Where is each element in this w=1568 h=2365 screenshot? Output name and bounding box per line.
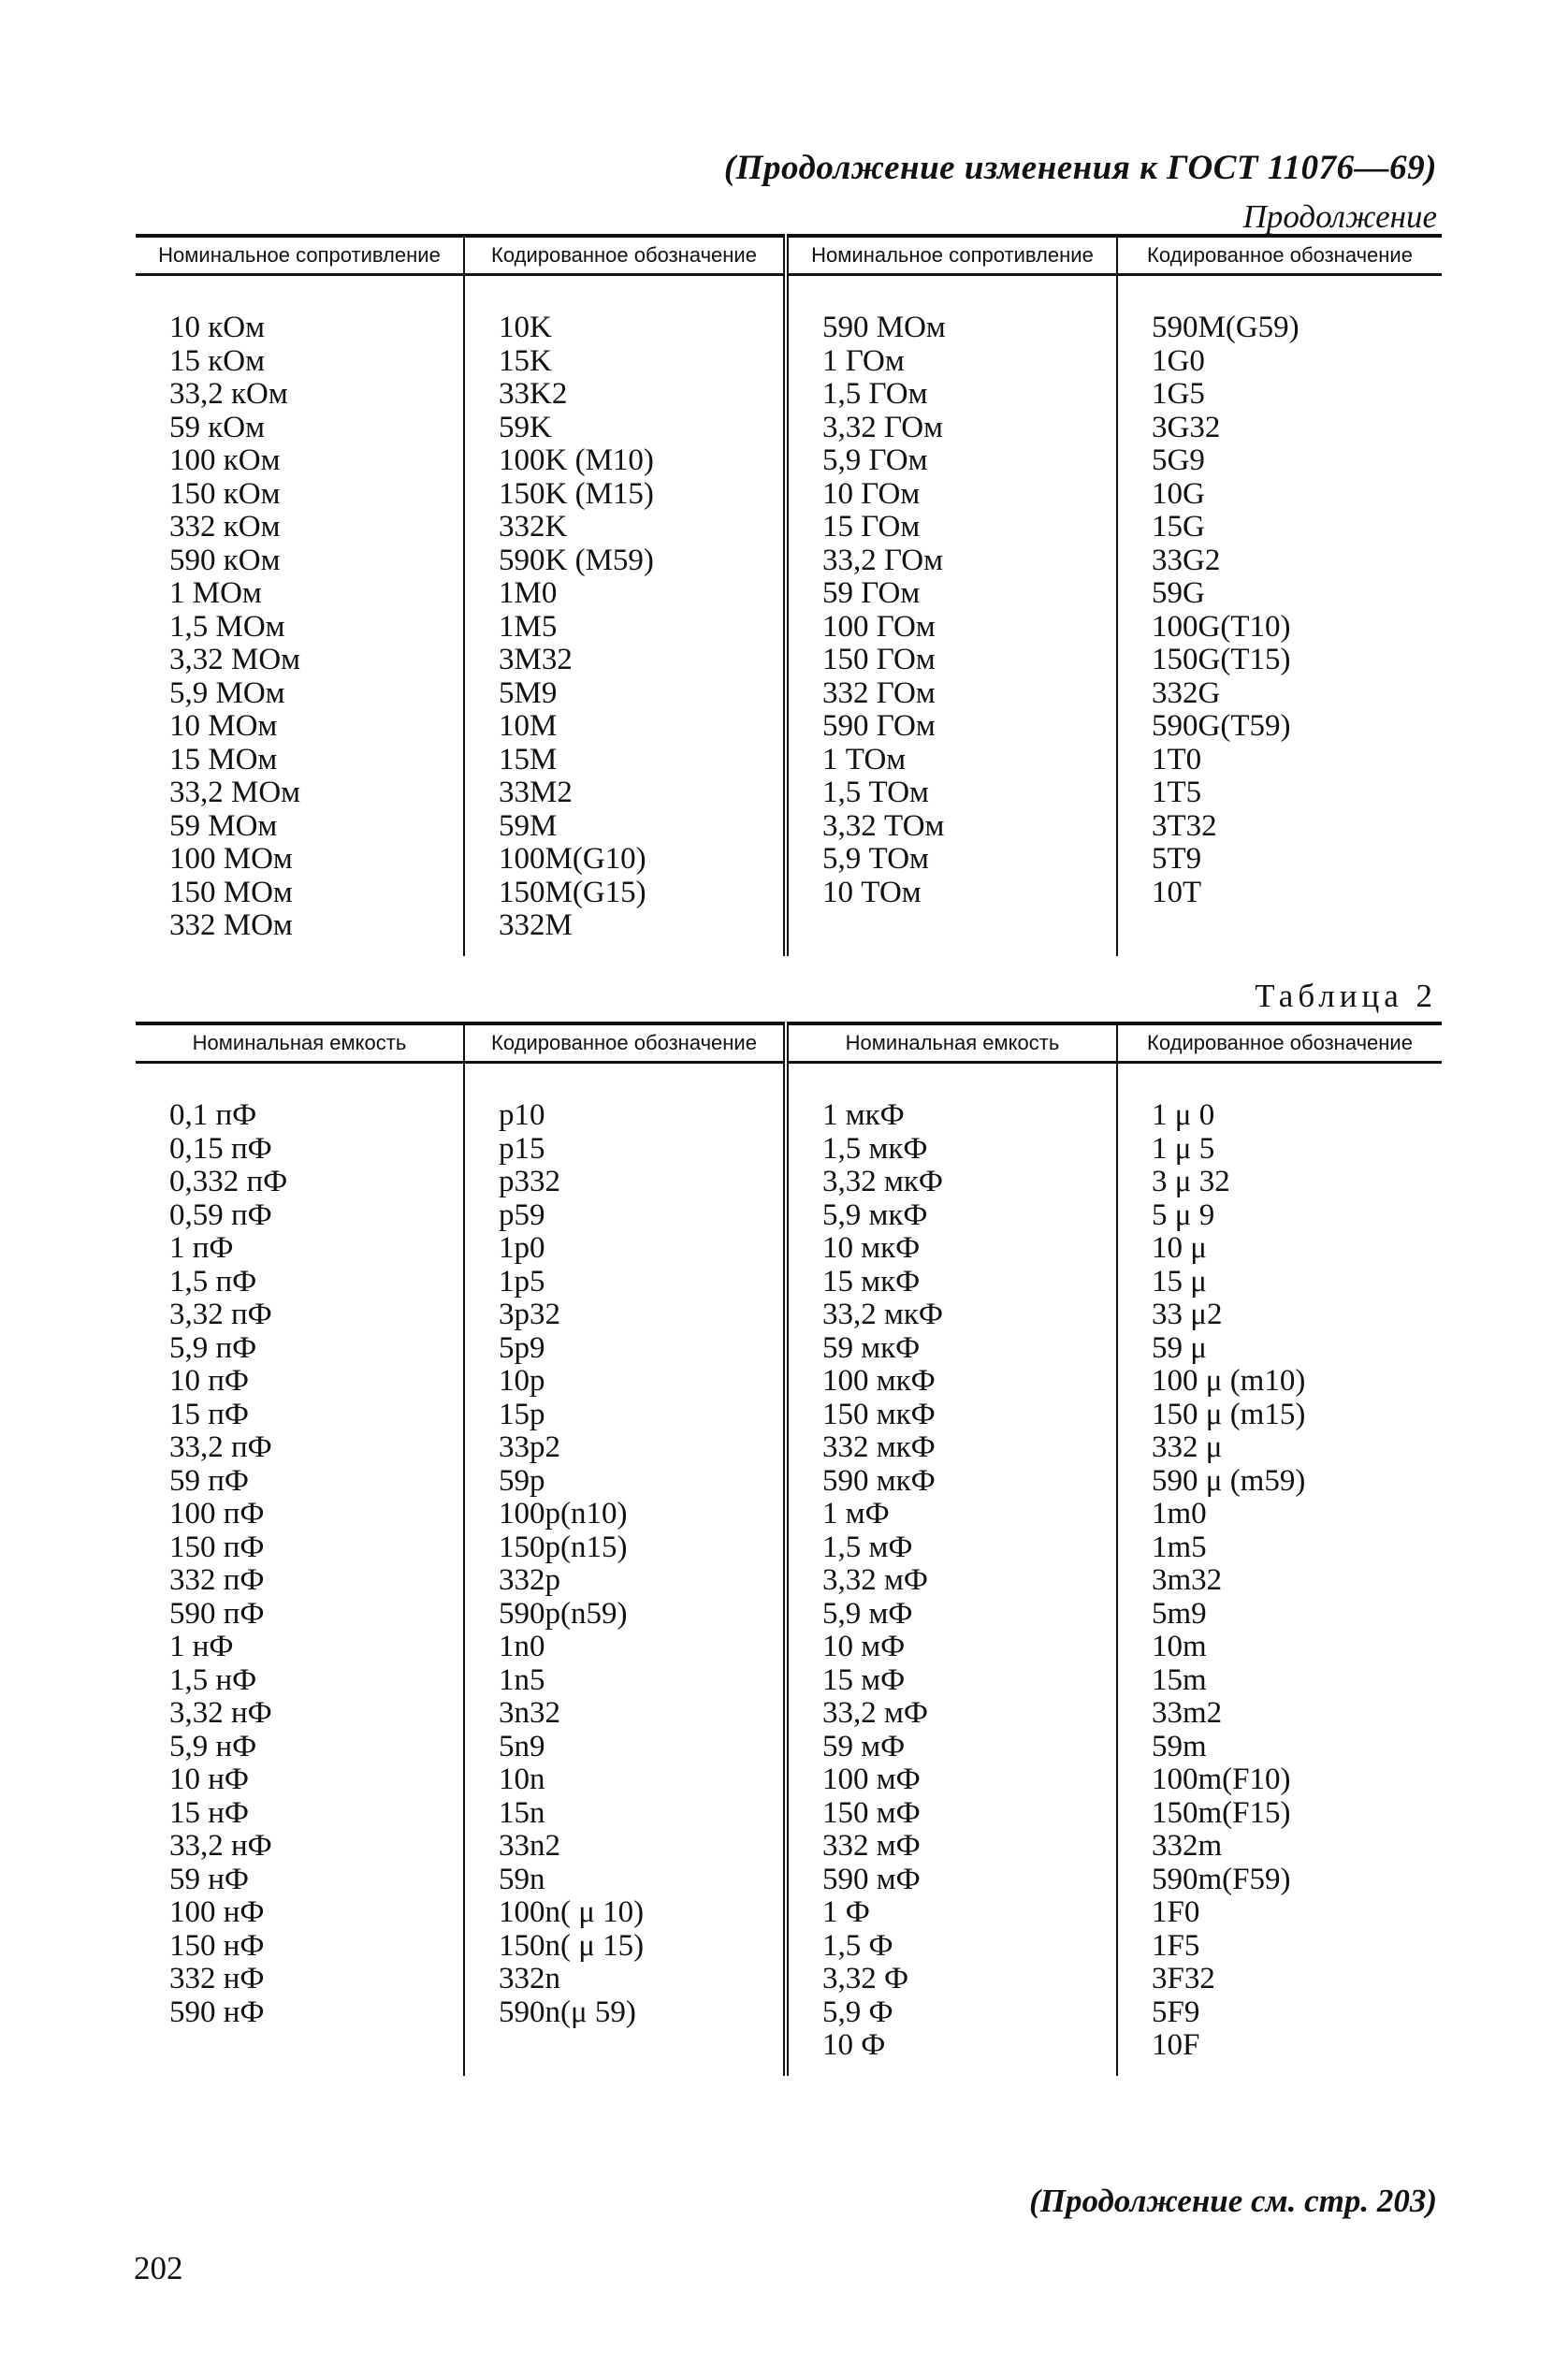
table-cell: 150 μ (m15) (1152, 1397, 1306, 1431)
table-cell: 100 μ (m10) (1152, 1364, 1306, 1398)
table-header-row (136, 236, 1442, 275)
table-cell: 15M (464, 744, 786, 777)
table-cell: 1 Ф (786, 1896, 1117, 1930)
table-cell: 15G (1152, 510, 1205, 544)
table-cell (136, 2029, 464, 2063)
table-row (136, 577, 1442, 611)
table-cell: 10 μ (1152, 1231, 1207, 1265)
table-cell: 59 мкФ (786, 1332, 1117, 1366)
table-row (136, 744, 1442, 777)
spacer-cell (786, 275, 1117, 312)
table-cell: 3,32 Ф (786, 1963, 1117, 1996)
table-cell: 33p2 (464, 1431, 786, 1465)
table-row (136, 1930, 1442, 1964)
table-cell: 5,9 пФ (136, 1332, 464, 1366)
table-cell: 33,2 пФ (136, 1431, 464, 1465)
spacer-cell (464, 2063, 786, 2076)
table-cell: 590m(F59) (1152, 1862, 1291, 1896)
table-cell: 332 кОм (136, 511, 464, 544)
spacer-cell (1117, 943, 1442, 956)
table-cell: 590 нФ (136, 1996, 464, 2030)
table-cell: 3F32 (1152, 1962, 1215, 1995)
table-cell: 332p (464, 1564, 786, 1598)
table-row (136, 1731, 1442, 1764)
table-cell: 150 ГОм (786, 644, 1117, 677)
table-cell: 150 МОм (136, 877, 464, 910)
table-cell: 3,32 мФ (786, 1564, 1117, 1598)
column-header: Номинальное сопротивление (786, 236, 1117, 275)
table-row (136, 1332, 1442, 1366)
capacitance-table (136, 1022, 1432, 2076)
table-row (136, 1399, 1442, 1432)
table-cell: 100 нФ (136, 1896, 464, 1930)
table-cell: 150p(n15) (464, 1531, 786, 1565)
table-cell: 150 мФ (786, 1797, 1117, 1831)
table-cell: 33,2 кОм (136, 378, 464, 412)
table-cell (786, 909, 1117, 943)
table-cell: 5n9 (464, 1731, 786, 1764)
table-row (136, 1996, 1442, 2030)
table-cell: 10p (464, 1365, 786, 1399)
table-cell: 10 мФ (786, 1631, 1117, 1664)
spacer-row (136, 2063, 1442, 2076)
table-cell: 0,15 пФ (136, 1133, 464, 1167)
table-row (136, 1232, 1442, 1266)
spacer-cell (464, 943, 786, 956)
spacer-row (136, 943, 1442, 956)
table-cell: 3G32 (1152, 410, 1221, 444)
spacer-cell (136, 943, 464, 956)
table-cell: 59 пФ (136, 1465, 464, 1499)
table-row (136, 1598, 1442, 1632)
table-row (136, 312, 1442, 345)
spacer-cell (1117, 2063, 1442, 2076)
spacer-cell (786, 2063, 1117, 2076)
spacer-cell (1117, 1063, 1442, 1100)
table-row (136, 1166, 1442, 1199)
table-cell: 590 мФ (786, 1864, 1117, 1897)
table-cell: 5m9 (1152, 1596, 1207, 1631)
table-row (136, 1864, 1442, 1897)
table-cell: 1G0 (1152, 343, 1205, 378)
table-cell: 1p5 (464, 1266, 786, 1299)
table-row (136, 776, 1442, 810)
table-cell: 15 мкФ (786, 1266, 1117, 1299)
table-header-row (136, 1023, 1442, 1063)
table-cell: 1T5 (1152, 776, 1202, 809)
table-cell: 10K (464, 312, 786, 345)
table-row (136, 611, 1442, 645)
table-row (136, 677, 1442, 711)
table-cell: 1 ТОм (786, 744, 1117, 777)
table-cell: 5,9 Ф (786, 1996, 1117, 2030)
table-cell: 1,5 ГОм (786, 378, 1117, 412)
table-row (136, 1498, 1442, 1531)
table-cell: 1n0 (464, 1631, 786, 1664)
table-cell: 150G(T15) (1152, 643, 1291, 676)
spacer-cell (136, 1063, 464, 1100)
table-row (136, 2029, 1442, 2063)
table-cell: 332 мФ (786, 1830, 1117, 1864)
table-cell: 332 пФ (136, 1564, 464, 1598)
table-cell: 10 ГОм (786, 478, 1117, 512)
table-cell: 33K2 (464, 378, 786, 412)
table-cell: 15 μ (1152, 1264, 1207, 1299)
continuation-label: Продолжение (1242, 198, 1437, 235)
table-cell: p15 (464, 1133, 786, 1167)
table-cell: 3n32 (464, 1697, 786, 1731)
table-cell: 1,5 мФ (786, 1531, 1117, 1565)
table-cell: 10m (1152, 1630, 1207, 1663)
table-cell: 1,5 пФ (136, 1266, 464, 1299)
table-cell: 15 нФ (136, 1797, 464, 1831)
table-cell: 590n(μ 59) (464, 1996, 786, 2030)
table-cell: 150K (M15) (464, 478, 786, 512)
table-cell (1117, 909, 1442, 943)
table-cell: 33,2 мкФ (786, 1299, 1117, 1332)
table-cell: 1m0 (1152, 1497, 1207, 1531)
table-cell: 10 ТОм (786, 877, 1117, 910)
table-cell: 3T32 (1152, 808, 1217, 843)
table-body (136, 1063, 1442, 2076)
table-cell: 332m (1152, 1829, 1223, 1863)
table-cell: 1m5 (1152, 1530, 1207, 1564)
table-cell: 33M2 (464, 776, 786, 810)
table-cell: 590K (M59) (464, 544, 786, 578)
table-row (136, 1763, 1442, 1797)
table-cell: 59m (1152, 1729, 1207, 1763)
table-cell: 100G(T10) (1152, 609, 1291, 644)
table-cell: 332 μ (1152, 1430, 1223, 1464)
table-row (136, 644, 1442, 677)
table-cell: 33,2 МОм (136, 776, 464, 810)
table-cell: 59K (464, 412, 786, 445)
table-cell: 100 мФ (786, 1763, 1117, 1797)
table-row (136, 1133, 1442, 1167)
column-header: Номинальная емкость (786, 1023, 1117, 1063)
table-cell: p332 (464, 1166, 786, 1199)
table-cell: 3,32 ГОм (786, 412, 1117, 445)
table-row (136, 710, 1442, 744)
table-cell (464, 2029, 786, 2063)
table-cell: 590 кОм (136, 544, 464, 578)
table-cell: 150m(F15) (1152, 1795, 1291, 1830)
table-cell: 15K (464, 345, 786, 379)
table-cell: 5,9 нФ (136, 1731, 464, 1764)
table-cell: 150 нФ (136, 1930, 464, 1964)
table-cell: 332M (464, 909, 786, 943)
table-cell: 100 пФ (136, 1498, 464, 1531)
table-cell: 150n( μ 15) (464, 1930, 786, 1964)
table-cell: 150M(G15) (464, 877, 786, 910)
table-cell: 1 ГОм (786, 345, 1117, 379)
column-header: Кодированное обозначение (464, 1023, 786, 1063)
table-cell: 590p(n59) (464, 1598, 786, 1632)
table-cell: 1,5 МОм (136, 611, 464, 645)
table-cell: 33,2 мФ (786, 1697, 1117, 1731)
table-cell: 10 кОм (136, 312, 464, 345)
table-row (136, 345, 1442, 379)
table-cell: 3p32 (464, 1299, 786, 1332)
table-cell: 10T (1152, 875, 1202, 909)
table-row (136, 1299, 1442, 1332)
table-row (136, 1365, 1442, 1399)
table-cell: 59n (464, 1864, 786, 1897)
table-cell: 1M0 (464, 577, 786, 611)
table-cell: 100n( μ 10) (464, 1896, 786, 1930)
table-cell: 1 пФ (136, 1232, 464, 1266)
table-cell: 59 нФ (136, 1864, 464, 1897)
table-cell: 332n (464, 1963, 786, 1996)
table-cell: 15m (1152, 1662, 1207, 1697)
table-cell: 100 мкФ (786, 1365, 1117, 1399)
table-row (136, 1564, 1442, 1598)
table-cell: 100K (M10) (464, 444, 786, 478)
table-cell: p59 (464, 1199, 786, 1233)
table-cell: 1p0 (464, 1232, 786, 1266)
table-cell: 3m32 (1152, 1563, 1223, 1597)
table-cell: 3,32 МОм (136, 644, 464, 677)
table-cell: 0,1 пФ (136, 1099, 464, 1133)
table-cell: 332 нФ (136, 1963, 464, 1996)
table-cell: 100M(G10) (464, 843, 786, 877)
table-cell: 5 μ 9 (1152, 1197, 1215, 1232)
page-header: (Продолжение изменения к ГОСТ 11076—69) (723, 149, 1437, 187)
table-row (136, 1797, 1442, 1831)
table-row (136, 810, 1442, 844)
table-cell: 1 μ 0 (1152, 1098, 1215, 1132)
table-cell: 1,5 мкФ (786, 1133, 1117, 1167)
table-cell: 15 мФ (786, 1664, 1117, 1698)
table-cell: 5G9 (1152, 443, 1205, 477)
table-cell: 5,9 мФ (786, 1598, 1117, 1632)
table-cell: 590 пФ (136, 1598, 464, 1632)
table-row (136, 378, 1442, 412)
table-row (136, 1531, 1442, 1565)
page-number: 202 (134, 2250, 183, 2286)
table-cell: 59M (464, 810, 786, 844)
table-body (136, 275, 1442, 956)
table-cell: p10 (464, 1099, 786, 1133)
table-cell: 10 мкФ (786, 1232, 1117, 1266)
table-cell: 5,9 мкФ (786, 1199, 1117, 1233)
table-cell: 15 пФ (136, 1399, 464, 1432)
table-row (136, 1266, 1442, 1299)
table-cell: 100 ГОм (786, 611, 1117, 645)
table-cell: 5T9 (1152, 842, 1202, 876)
table-cell: 332K (464, 511, 786, 544)
table-cell: 150 пФ (136, 1531, 464, 1565)
table-row (136, 1697, 1442, 1731)
table-cell: 5,9 МОм (136, 677, 464, 711)
table-cell: 1F0 (1152, 1895, 1200, 1929)
table-cell: 1,5 Ф (786, 1930, 1117, 1964)
table-row (136, 1963, 1442, 1996)
table-row (136, 1830, 1442, 1864)
table-cell: 332 ГОм (786, 677, 1117, 711)
table-cell: 33 μ2 (1152, 1298, 1223, 1331)
table-cell: 3,32 мкФ (786, 1166, 1117, 1199)
table-cell: 10G (1152, 476, 1205, 511)
table-row (136, 843, 1442, 877)
table-cell: 100 кОм (136, 444, 464, 478)
spacer-cell (464, 275, 786, 312)
table-cell: 100m(F10) (1152, 1763, 1291, 1796)
table-cell: 590M(G59) (1152, 311, 1299, 344)
table-cell: 1T0 (1152, 742, 1202, 776)
table-cell: 3,32 ТОм (786, 810, 1117, 844)
table-cell: 1,5 нФ (136, 1664, 464, 1698)
table-cell: 59p (464, 1465, 786, 1499)
table-cell: 3 μ 32 (1152, 1165, 1230, 1198)
spacer-cell (464, 1063, 786, 1100)
table-row (136, 1631, 1442, 1664)
table-cell: 10n (464, 1763, 786, 1797)
table-row (136, 1896, 1442, 1930)
table-cell: 1 МОм (136, 577, 464, 611)
table-cell: 1G5 (1152, 377, 1205, 411)
table-cell: 150 кОм (136, 478, 464, 512)
table-cell: 59 мФ (786, 1731, 1117, 1764)
table-row (136, 1099, 1442, 1133)
table-row (136, 444, 1442, 478)
table-title: Таблица 2 (1255, 978, 1437, 1014)
table-row (136, 478, 1442, 512)
table-cell: 10 Ф (786, 2029, 1117, 2063)
resistance-table (136, 234, 1432, 956)
table-cell: 59 МОм (136, 810, 464, 844)
table-row (136, 1199, 1442, 1233)
table-cell: 5M9 (464, 677, 786, 711)
table-cell: 15p (464, 1399, 786, 1432)
table-cell: 590 ГОм (786, 710, 1117, 744)
table-cell: 1F5 (1152, 1928, 1200, 1963)
table-cell: 33,2 ГОм (786, 544, 1117, 578)
table-row (136, 1431, 1442, 1465)
table-cell: 59 ГОм (786, 577, 1117, 611)
table-cell: 59 кОм (136, 412, 464, 445)
column-header: Номинальное сопротивление (136, 236, 464, 275)
table-cell: 332 мкФ (786, 1431, 1117, 1465)
table-cell: 33,2 нФ (136, 1830, 464, 1864)
table-row (136, 544, 1442, 578)
table-cell: 1 мкФ (786, 1099, 1117, 1133)
table-row (136, 909, 1442, 943)
table-cell: 590 МОм (786, 312, 1117, 345)
table-cell: 33m2 (1152, 1696, 1223, 1730)
spacer-cell (1117, 275, 1442, 312)
table-cell: 5,9 ГОм (786, 444, 1117, 478)
table-cell: 10 МОм (136, 710, 464, 744)
table-cell: 15n (464, 1797, 786, 1831)
spacer-cell (136, 275, 464, 312)
table-cell: 100 МОм (136, 843, 464, 877)
table-cell: 590G(T59) (1152, 709, 1291, 743)
table-cell: 1 нФ (136, 1631, 464, 1664)
table-cell: 100p(n10) (464, 1498, 786, 1531)
spacer-cell (786, 943, 1117, 956)
table-row (136, 412, 1442, 445)
table-cell: 10 нФ (136, 1763, 464, 1797)
table-cell: 33n2 (464, 1830, 786, 1864)
column-header: Номинальная емкость (136, 1023, 464, 1063)
table-cell: 5,9 ТОм (786, 843, 1117, 877)
table-cell: 1 мФ (786, 1498, 1117, 1531)
spacer-cell (786, 1063, 1117, 1100)
table-cell: 332G (1152, 675, 1221, 710)
table-cell: 59 μ (1152, 1330, 1207, 1365)
table-row (136, 1664, 1442, 1698)
table-cell: 332 МОм (136, 909, 464, 943)
table-cell: 1,5 ТОм (786, 776, 1117, 810)
table-cell: 3,32 нФ (136, 1697, 464, 1731)
footer-continuation: (Продолжение см. стр. 203) (1029, 2183, 1437, 2219)
table-cell: 33G2 (1152, 543, 1221, 577)
table-cell: 10F (1152, 2028, 1200, 2062)
table-cell: 3M32 (464, 644, 786, 677)
table-cell: 1 μ 5 (1152, 1131, 1215, 1166)
table-row (136, 1465, 1442, 1499)
table-cell: 1n5 (464, 1664, 786, 1698)
table-cell: 1M5 (464, 611, 786, 645)
table-row (136, 511, 1442, 544)
table-cell: 590 мкФ (786, 1465, 1117, 1499)
table-cell: 15 кОм (136, 345, 464, 379)
table-row (136, 877, 1442, 910)
table-cell: 0,59 пФ (136, 1199, 464, 1233)
table-cell: 10M (464, 710, 786, 744)
table-cell: 0,332 пФ (136, 1166, 464, 1199)
table-cell: 5F9 (1152, 1995, 1200, 2029)
spacer-cell (136, 2063, 464, 2076)
table-cell: 59G (1152, 576, 1205, 610)
table-cell: 3,32 пФ (136, 1299, 464, 1332)
spacer-row (136, 1063, 1442, 1100)
column-header: Кодированное обозначение (1117, 1023, 1442, 1063)
table-cell: 150 мкФ (786, 1399, 1117, 1432)
column-header: Кодированное обозначение (1117, 236, 1442, 275)
table-cell: 5p9 (464, 1332, 786, 1366)
table-cell: 15 МОм (136, 744, 464, 777)
spacer-row (136, 275, 1442, 312)
column-header: Кодированное обозначение (464, 236, 786, 275)
table-cell: 15 ГОм (786, 511, 1117, 544)
table-cell: 10 пФ (136, 1365, 464, 1399)
table-cell: 590 μ (m59) (1152, 1463, 1306, 1498)
